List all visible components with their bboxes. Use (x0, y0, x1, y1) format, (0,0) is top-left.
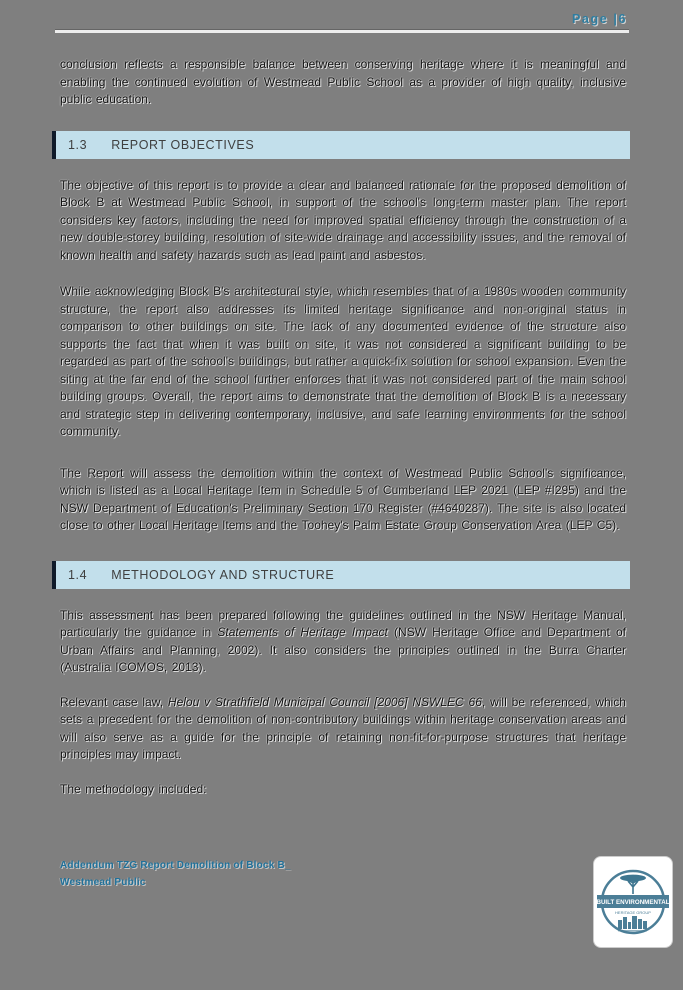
section-title: METHODOLOGY AND STRUCTURE (111, 567, 335, 582)
section-heading-1-3 (52, 131, 630, 159)
paragraph-intro: conclusion reflects a responsible balance between conserving heritage where it is meaningful and enabling the continued evolution of Westmead Public School as a provider of high quality, inclusive public education. (60, 57, 626, 106)
paragraph-objectives-3: The Report will assess the demolition within the context of Westmead Public School's significance, which is listed as a Local Heritage Item in Schedule 5 of Cumberland LEP 2021 (LEP #I295) and the NSW Department of Education's Preliminary Section 170 Register (#4640287). The site is also located close to other Local Heritage Items and the Toohey's Palm Estate Group Conservation Area (LEP C5). (60, 465, 626, 532)
header-rule (55, 30, 629, 33)
section-number: 1.3 (68, 137, 88, 152)
italic-publication-title: Statements of Heritage Impact (217, 625, 388, 639)
section-number: 1.4 (68, 567, 88, 582)
logo-subtitle-text: HERITAGE GROUP (615, 910, 651, 915)
footer-doc-title-line1: Addendum TZG Report Demolition of Block B_ (60, 860, 291, 871)
text-run: This assessment has been prepared following the guidelines outlined in the NSW Heritage Manual, particularly the guidance in (60, 607, 626, 639)
built-environmental-logo-icon (594, 857, 672, 947)
paragraph-objectives-1: The objective of this report is to provide a clear and balanced rationale for the proposed demolition of Block B at Westmead Public School, in support of the school's long-term master plan. The report considers key factors, including the need for improved spatial efficiency through the construction of a new double-storey building, resolution of site-wide drainage and accessibility issues, and the removal of known health and safety hazards such as lead paint and asbestos. (60, 177, 626, 262)
text-run: (NSW Heritage Office and Department of Urban Affairs and Planning, 2002). It also considers the principles outlined in the Burra Charter (Australia ICOMOS, 2013). (60, 625, 626, 674)
footer-doc-title-line2: Westmead Public (60, 876, 146, 888)
italic-case-citation: Helou v Strathfield Municipal Council [2006] NSWLEC 66 (167, 694, 482, 709)
text-run: Relevant case law, (60, 694, 168, 709)
document-body (52, 56, 630, 798)
page-number: Page |6 (572, 12, 627, 26)
section-heading-1-4 (52, 561, 630, 589)
page-footer (60, 858, 291, 891)
paragraph-objectives-2: While acknowledging Block B's architectural style, which resembles that of a 1980s wooden community structure, the report also addresses its limited heritage significance and non-original status in comparison to other buildings on site. The lack of any documented evidence of the structure also supports the fact that when it was built on site, it was not considered a significant building to be regarded as part of the school's buildings, but rather a quick-fix solution for school expansion. Even the siting at the far end of the school further enforces that it was not considered part of the main school building groups. Overall, the report aims to demonstrate that the demolition of Block B is a necessary and strategic step in delivering contemporary, inclusive, and safe learning environments for the school community. (60, 284, 626, 438)
section-title: REPORT OBJECTIVES (111, 137, 255, 152)
paragraph-methodology-3: The methodology included: (60, 781, 207, 796)
company-logo (594, 857, 672, 947)
logo-banner-text: BUILT ENVIRONMENTAL (596, 899, 670, 906)
paragraph-methodology-2 (52, 694, 630, 764)
paragraph-methodology-1 (52, 607, 630, 677)
text-run: , will be referenced, which sets a precedent for the demolition of non-contributory buildings within heritage conservation areas and will also serve as a guide for the principle of retaining non-fit-for-purpose structures that heritage principles may impact. (60, 694, 626, 761)
